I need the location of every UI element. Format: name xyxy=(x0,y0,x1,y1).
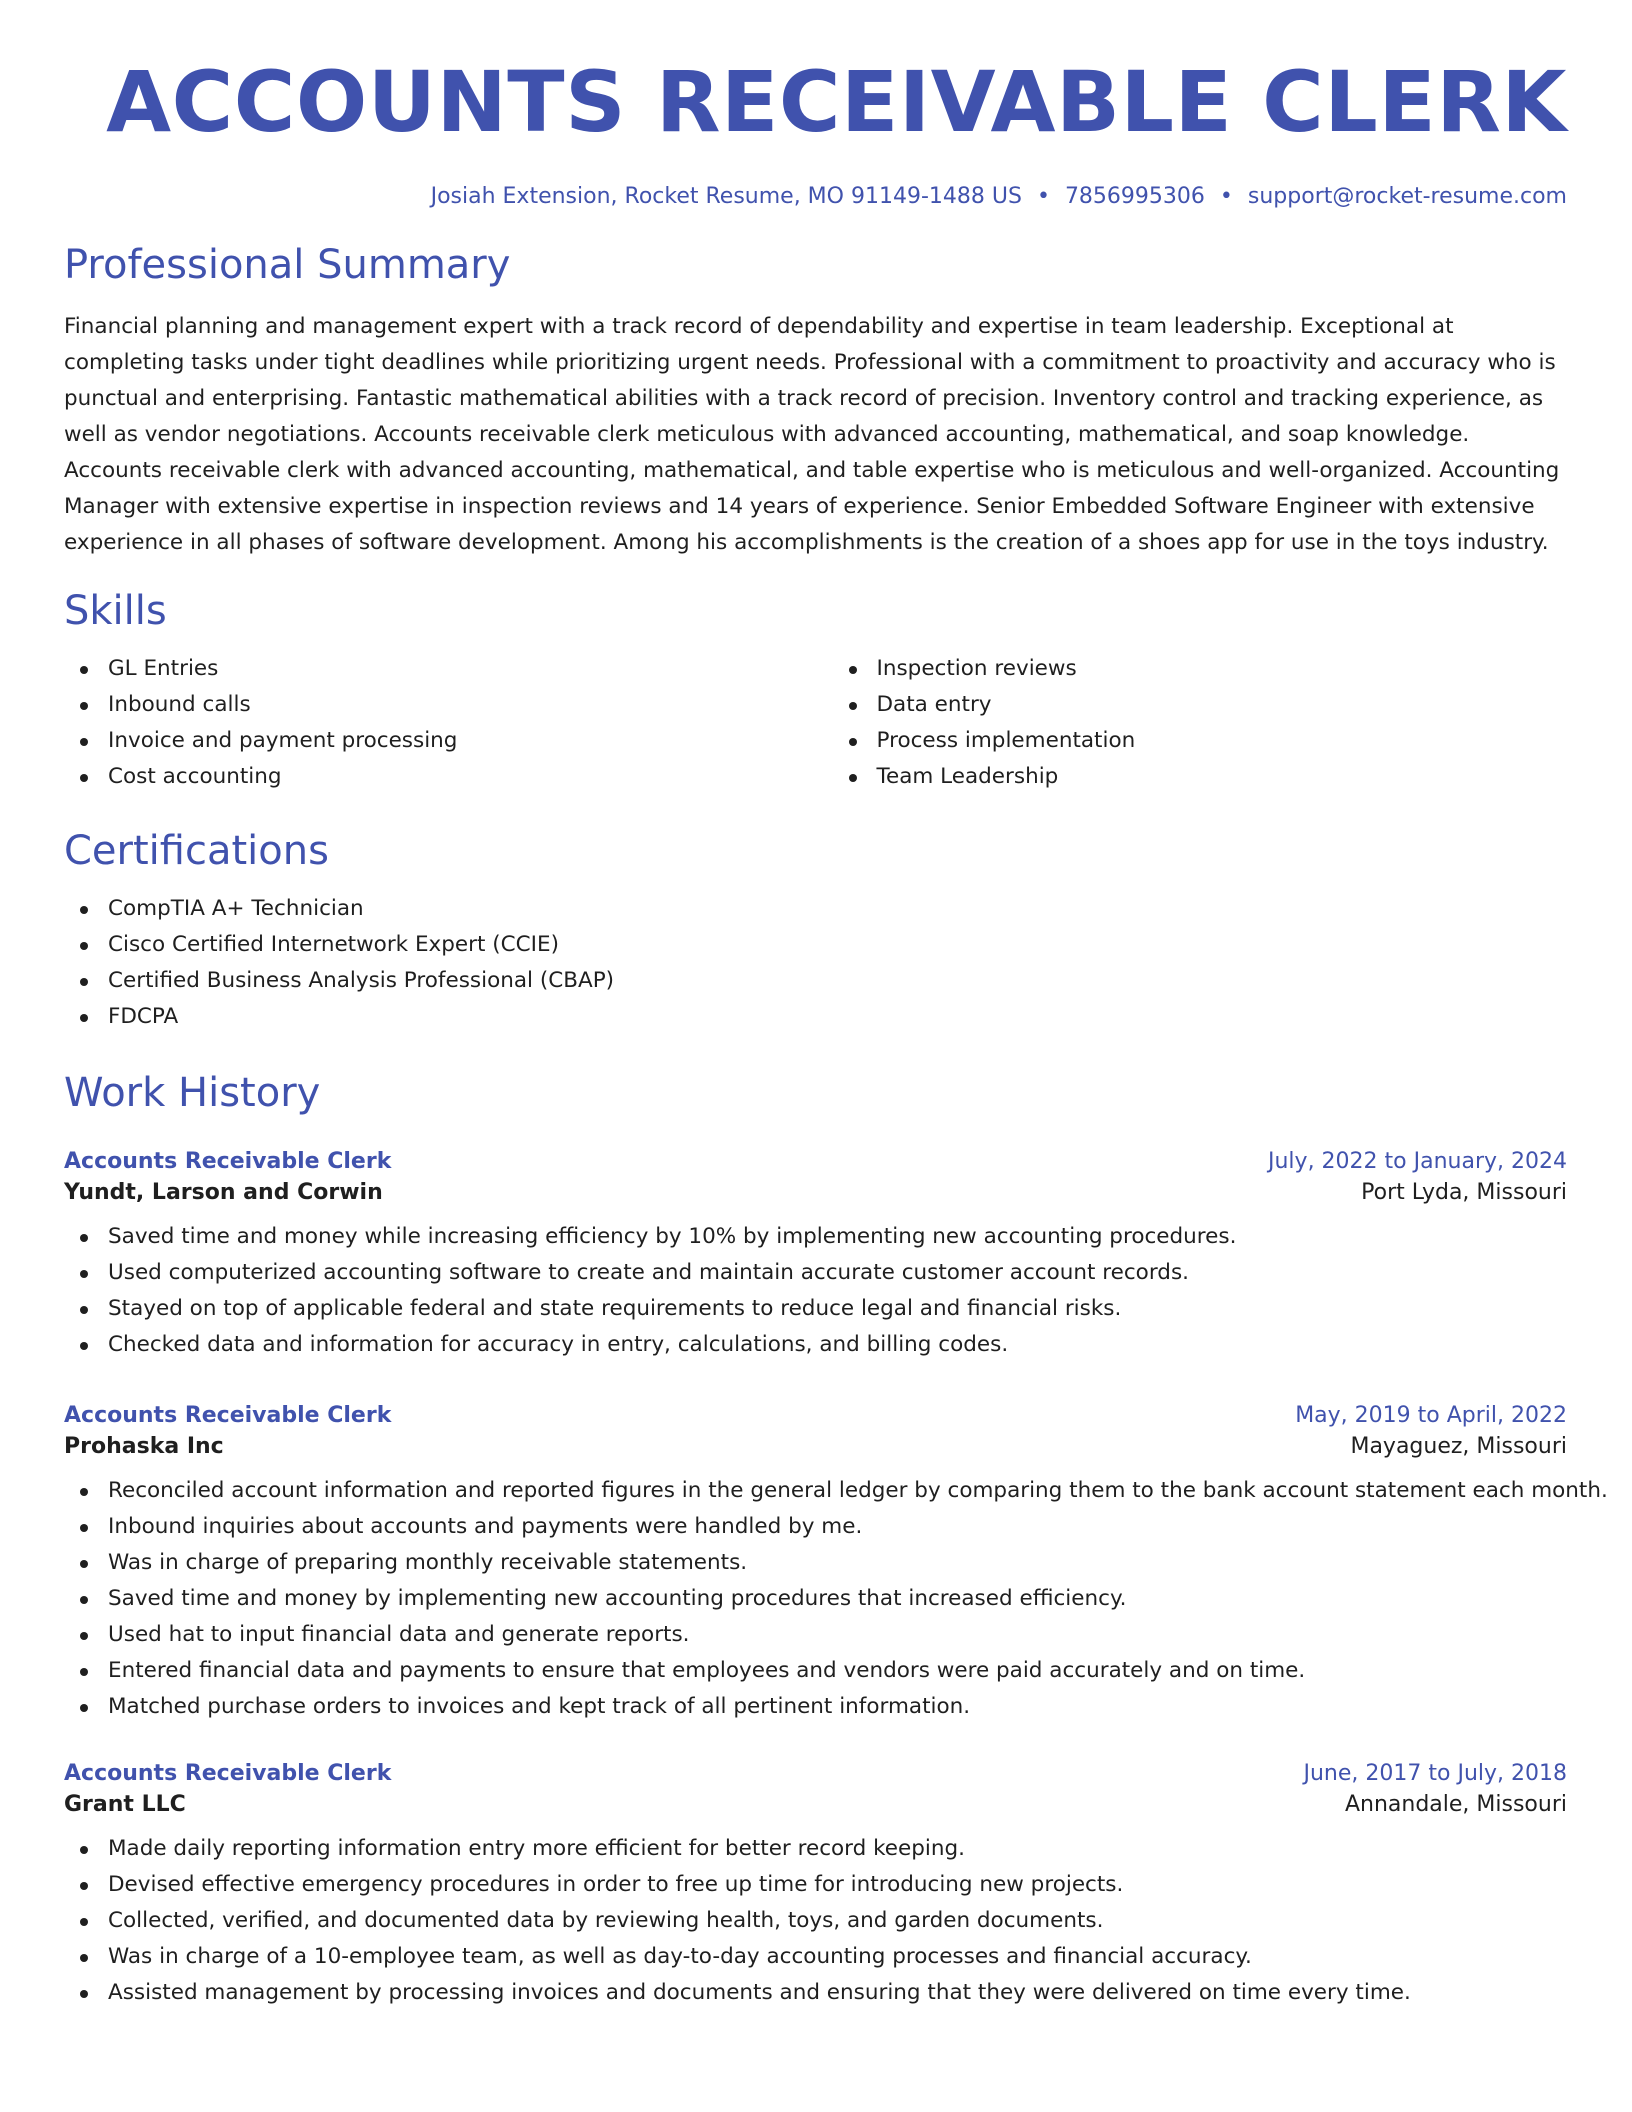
job-bullet: Saved time and money by implementing new accounting procedures that increased efficiency. xyxy=(64,1581,1567,1617)
certifications-list xyxy=(64,891,1567,1035)
summary-text: Financial planning and management expert with a track record of dependability and expertise in team leadership. Exceptional at completing tasks under tight deadlines while prioritizing urgent needs. Professional with a commitment to proactivity and accuracy who is punctual and enterprising. Fantastic mathematical abilities with a track record of precision. Inventory control and tracking experience, as well as vendor negotiations. Accounts receivable clerk meticulous with advanced accounting, mathematical, and soap knowledge. Accounts receivable clerk with advanced accounting, mathematical, and table expertise who is meticulous and well-organized. Accounting Manager with extensive expertise in inspection reviews and 14 years of experience. Senior Embedded Software Engineer with extensive experience in all phases of software development. Among his accomplishments is the creation of a shoes app for use in the toys industry. xyxy=(64,314,1560,555)
job-bullets xyxy=(64,1831,1567,2011)
job-company-row xyxy=(64,1792,1567,1817)
job-bullets xyxy=(64,1473,1608,1725)
job-location: Mayaguez, Missouri xyxy=(1350,1434,1567,1459)
job-company-row xyxy=(64,1434,1567,1459)
job-bullet: Checked data and information for accuracy in entry, calculations, and billing codes. xyxy=(64,1327,1567,1363)
work-section xyxy=(64,1070,1608,2011)
job-location: Port Lyda, Missouri xyxy=(1361,1180,1567,1205)
contact-line xyxy=(64,184,1567,209)
job-bullets xyxy=(64,1219,1567,1363)
job-bullet: Entered financial data and payments to ensure that employees and vendors were paid accurately and on time. xyxy=(64,1653,1567,1689)
job-company: Yundt, Larson and Corwin xyxy=(64,1180,383,1205)
job-dates: July, 2022 to January, 2024 xyxy=(1268,1149,1567,1174)
skills-column-left xyxy=(64,651,799,795)
certification-item: FDCPA xyxy=(64,999,1567,1035)
resume-name: ACCOUNTS RECEIVABLE CLERK xyxy=(106,53,1567,151)
resume-page xyxy=(64,0,1608,2011)
job-bullet: Used computerized accounting software to create and maintain accurate customer account records. xyxy=(64,1255,1567,1291)
job-bullet: Devised effective emergency procedures in order to free up time for introducing new projects. xyxy=(64,1867,1567,1903)
job-bullet: Stayed on top of applicable federal and state requirements to reduce legal and financial risks. xyxy=(64,1291,1567,1327)
job-company-row xyxy=(64,1180,1567,1205)
certification-item: Cisco Certified Internetwork Expert (CCIE) xyxy=(64,927,1567,963)
job-title: Accounts Receivable Clerk xyxy=(64,1403,392,1428)
skill-item: Process implementation xyxy=(833,723,1568,759)
job-bullet: Matched purchase orders to invoices and kept track of all pertinent information. xyxy=(64,1689,1567,1725)
skill-item: Invoice and payment processing xyxy=(64,723,799,759)
skills-list-right xyxy=(833,651,1568,795)
job-bullet: Saved time and money while increasing efficiency by 10% by implementing new accounting procedures. xyxy=(64,1219,1567,1255)
job-bullet: Used hat to input financial data and generate reports. xyxy=(64,1617,1567,1653)
job-entry xyxy=(64,1761,1567,2011)
certification-item: CompTIA A+ Technician xyxy=(64,891,1567,927)
job-title: Accounts Receivable Clerk xyxy=(64,1761,392,1786)
skill-item: GL Entries xyxy=(64,651,799,687)
section-title-skills: Skills xyxy=(64,588,167,634)
job-title-row xyxy=(64,1403,1567,1428)
section-title-work-history: Work History xyxy=(64,1070,321,1116)
job-entry xyxy=(64,1149,1567,1363)
skill-item: Inbound calls xyxy=(64,687,799,723)
skills-list-left xyxy=(64,651,799,795)
job-title-row xyxy=(64,1149,1567,1174)
skill-item: Data entry xyxy=(833,687,1568,723)
skill-item: Cost accounting xyxy=(64,759,799,795)
job-title-row xyxy=(64,1761,1567,1786)
contact-phone: 7856995306 xyxy=(1064,184,1205,209)
skills-grid xyxy=(64,651,1567,795)
skills-column-right xyxy=(799,651,1568,795)
summary-section xyxy=(64,242,1567,561)
resume-header xyxy=(64,0,1567,209)
job-bullet: Reconciled account information and reported figures in the general ledger by comparing them to the bank account statement each month. xyxy=(64,1473,1567,1509)
contact-address: Josiah Extension, Rocket Resume, MO 91149-1488 US xyxy=(430,184,1022,209)
job-bullet: Inbound inquiries about accounts and payments were handled by me. xyxy=(64,1509,1567,1545)
section-title-summary: Professional Summary xyxy=(64,242,511,288)
job-bullet: Was in charge of preparing monthly receivable statements. xyxy=(64,1545,1567,1581)
skills-section xyxy=(64,588,1567,795)
contact-separator: • xyxy=(1219,184,1233,209)
job-bullet: Was in charge of a 10-employee team, as well as day-to-day accounting processes and financial accuracy. xyxy=(64,1939,1567,1975)
skill-item: Inspection reviews xyxy=(833,651,1568,687)
job-dates: June, 2017 to July, 2018 xyxy=(1303,1761,1567,1786)
job-company: Prohaska Inc xyxy=(64,1434,224,1459)
contact-separator: • xyxy=(1036,184,1050,209)
section-title-certifications: Certifications xyxy=(64,828,329,874)
certifications-section xyxy=(64,828,1567,1035)
job-company: Grant LLC xyxy=(64,1792,186,1817)
certification-item: Certified Business Analysis Professional (CBAP) xyxy=(64,963,1567,999)
job-entry xyxy=(64,1403,1608,1725)
job-bullet: Collected, verified, and documented data by reviewing health, toys, and garden documents. xyxy=(64,1903,1567,1939)
job-title: Accounts Receivable Clerk xyxy=(64,1149,392,1174)
jobs-list xyxy=(64,1149,1608,2011)
skill-item: Team Leadership xyxy=(833,759,1568,795)
contact-email[interactable]: support@rocket-resume.com xyxy=(1247,184,1567,209)
job-dates: May, 2019 to April, 2022 xyxy=(1295,1403,1567,1428)
job-bullet: Made daily reporting information entry more efficient for better record keeping. xyxy=(64,1831,1567,1867)
job-bullet: Assisted management by processing invoices and documents and ensuring that they were delivered on time every time. xyxy=(64,1975,1567,2011)
job-location: Annandale, Missouri xyxy=(1344,1792,1567,1817)
